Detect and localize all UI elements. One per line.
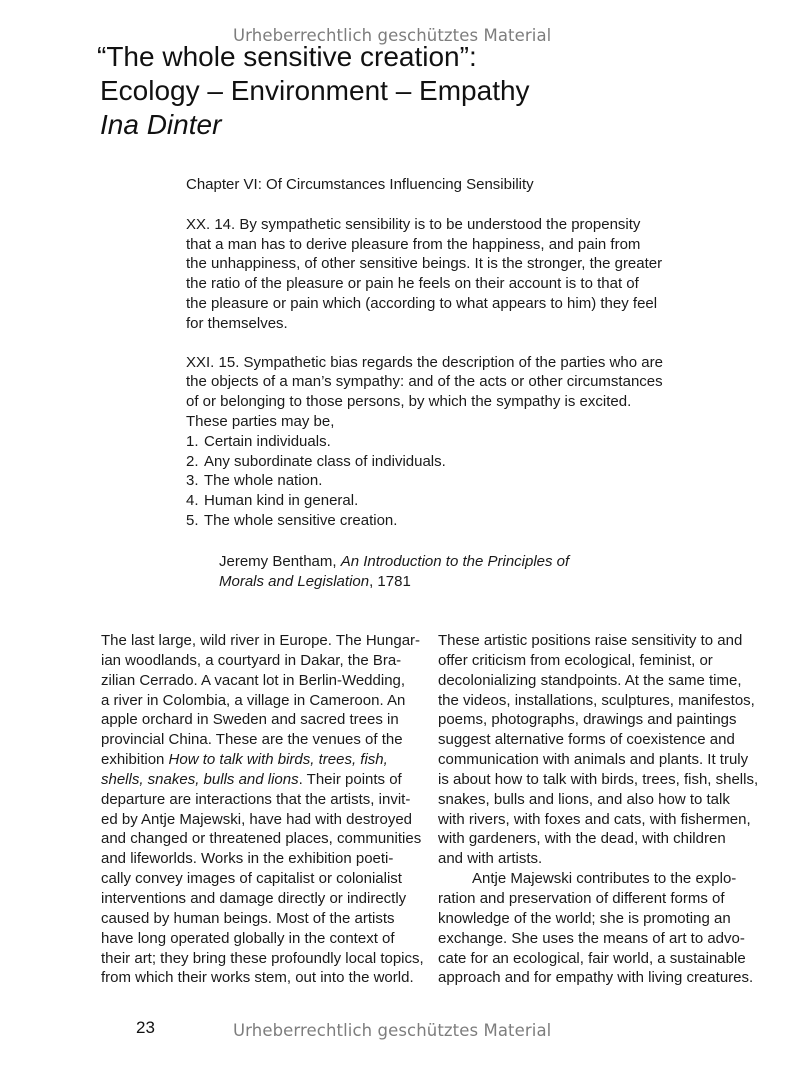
list-text: Human kind in general. (204, 492, 359, 510)
text-line (101, 770, 431, 790)
text-line: decolonializing standpoints. At the same time, (438, 671, 742, 689)
list-number: 3. (186, 472, 199, 490)
text-line: ian woodlands, a courtyard in Dakar, the Bra- (101, 651, 402, 669)
text-line: The last large, wild river in Europe. The Hungar- (101, 632, 421, 649)
text-line: knowledge of the world; she is promoting an (438, 909, 731, 927)
body-column-left (101, 631, 431, 988)
text-line: ed by Antje Majewski, have had with destroyed (101, 810, 413, 828)
article-title-block (97, 40, 530, 142)
citation-author: Jeremy Bentham, (219, 552, 341, 570)
text-line: These parties may be, (186, 412, 335, 430)
chapter-heading: Chapter VI: Of Circumstances Influencing Sensibility (186, 176, 534, 193)
text-line: exchange. She uses the means of art to advo- (438, 929, 745, 947)
list-number: 2. (186, 452, 199, 470)
text-line: and with artists. (438, 850, 543, 868)
list-number: 4. (186, 492, 199, 510)
text-line: apple orchard in Sweden and sacred trees in (101, 711, 399, 729)
epigraph-paragraph-1 (186, 215, 696, 334)
text-line: departure are interactions that the artists, invit- (101, 790, 411, 808)
body-column-right (438, 631, 773, 988)
copyright-watermark-top: Urheberrechtlich geschütztes Material (233, 26, 552, 45)
text-span: exhibition (101, 751, 169, 769)
text-line: approach and for empathy with living creatures. (438, 969, 754, 987)
list-number: 5. (186, 511, 199, 529)
text-line: and changed or threatened places, communities (101, 830, 422, 848)
text-line: for themselves. (186, 314, 288, 332)
text-line: interventions and damage directly or indirectly (101, 889, 407, 907)
list-text: Any subordinate class of individuals. (204, 452, 446, 470)
list-item (186, 511, 696, 531)
text-line: XXI. 15. Sympathetic bias regards the description of the parties who are (186, 353, 663, 371)
text-line: offer criticism from ecological, feminist, or (438, 651, 713, 669)
text-line: is about how to talk with birds, trees, fish, shells, (438, 770, 759, 788)
citation-year: , 1781 (369, 572, 411, 590)
list-text: The whole nation. (204, 472, 323, 490)
page-number: 23 (136, 1018, 155, 1037)
list-item (186, 491, 696, 511)
text-line: a river in Colombia, a village in Cameroon. An (101, 691, 406, 709)
text-line: with gardeners, with the dead, with children (438, 830, 726, 848)
citation-title: Morals and Legislation (219, 572, 370, 590)
parties-list (186, 432, 696, 531)
text-line (101, 750, 431, 770)
epigraph-paragraph-2 (186, 353, 696, 432)
text-line: poems, photographs, drawings and paintings (438, 711, 737, 729)
text-line: communication with animals and plants. It truly (438, 751, 749, 769)
title-line-2: Ecology – Environment – Empathy (100, 75, 530, 106)
text-line: zilian Cerrado. A vacant lot in Berlin-Wedding, (101, 671, 406, 689)
text-line: the pleasure or pain which (according to what appears to him) they feel (186, 294, 658, 312)
exhibition-title: shells, snakes, bulls and lions (101, 770, 299, 788)
exhibition-title: How to talk with birds, trees, fish, (168, 751, 388, 769)
list-item (186, 471, 696, 491)
text-line: cate for an ecological, fair world, a sustainable (438, 949, 746, 967)
text-line-indented: Antje Majewski contributes to the explo- (472, 870, 737, 888)
text-line: that a man has to derive pleasure from the happiness, and pain from (186, 235, 641, 253)
text-line: cally convey images of capitalist or colonialist (101, 870, 402, 888)
text-line: provincial China. These are the venues of the (101, 731, 403, 749)
copyright-watermark-bottom: Urheberrechtlich geschütztes Material (233, 1021, 552, 1040)
text-line: have long operated globally in the context of (101, 929, 395, 947)
text-line: snakes, bulls and lions, and also how to talk (438, 790, 730, 808)
text-line: These artistic positions raise sensitivity to and (438, 632, 743, 649)
citation-title: An Introduction to the Principles of (340, 552, 570, 570)
title-line-1: “The whole sensitive creation”: (97, 41, 477, 72)
list-text: Certain individuals. (204, 432, 331, 450)
text-line: the videos, installations, sculptures, manifestos, (438, 691, 755, 709)
text-line: caused by human beings. Most of the artists (101, 909, 395, 927)
text-line: the objects of a man’s sympathy: and of the acts or other circumstances (186, 373, 663, 391)
text-line: ration and preservation of different forms of (438, 889, 725, 907)
epigraph-quote (186, 175, 696, 591)
text-line: the ratio of the pleasure or pain he feels on their account is to that of (186, 275, 639, 293)
text-line: of or belonging to those persons, by which the sympathy is excited. (186, 393, 632, 411)
list-item (186, 432, 696, 452)
text-line: from which their works stem, out into the world. (101, 969, 414, 987)
list-text: The whole sensitive creation. (204, 511, 398, 529)
text-line: the unhappiness, of other sensitive beings. It is the stronger, the greater (186, 255, 663, 273)
epigraph-citation (219, 552, 696, 592)
list-number: 1. (186, 432, 199, 450)
text-line: XX. 14. By sympathetic sensibility is to be understood the propensity (186, 215, 641, 233)
list-item (186, 452, 696, 472)
text-line: their art; they bring these profoundly local topics, (101, 949, 424, 967)
text-line: with rivers, with foxes and cats, with fishermen, (438, 810, 751, 828)
text-span: . Their points of (298, 770, 402, 788)
text-line: and lifeworlds. Works in the exhibition poeti- (101, 850, 394, 868)
author-name: Ina Dinter (100, 109, 222, 140)
text-line: suggest alternative forms of coexistence and (438, 731, 735, 749)
